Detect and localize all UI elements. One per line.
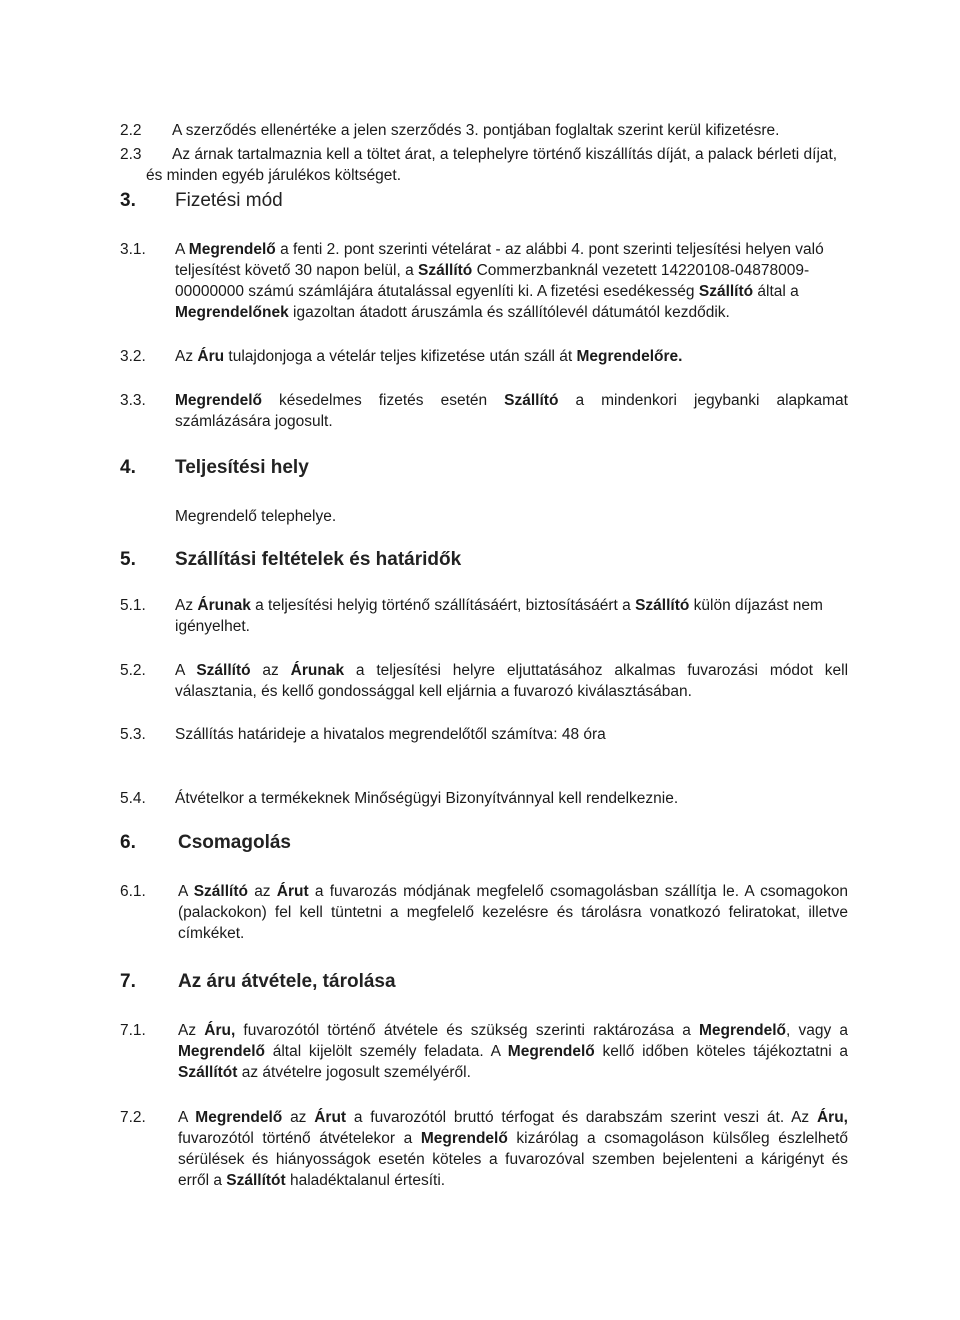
paragraph-line <box>178 1107 848 1128</box>
text-run: a teljesítési helyre eljuttatásához alkalmas fuvarozási módot kell <box>344 662 849 679</box>
section-heading: Fizetési mód <box>175 190 283 211</box>
text-run: 00000000 számú számlájára átutalással egyenlíti ki. A fizetési esedékesség <box>175 283 699 300</box>
paragraph: A szerződés ellenértéke a jelen szerződés 3. pontjában foglaltak szerint kerül kifizetésre. <box>172 122 780 139</box>
bold-term: Szállítót <box>226 1172 286 1189</box>
section-number: 3.1. <box>120 241 146 258</box>
paragraph-line <box>178 1170 848 1191</box>
text-run: kellő időben köteles tájékoztatni a <box>594 1043 848 1060</box>
bold-term: Szállítót <box>178 1064 238 1081</box>
paragraph <box>172 144 845 165</box>
heading-number: 4. <box>120 457 136 478</box>
text-run: kizárólag a csomagoláson külsőleg észlelhető <box>507 1130 848 1147</box>
text-run: fuvarozótól történő átvételekor a <box>178 1130 421 1147</box>
bold-term: Áru, <box>204 1022 236 1039</box>
text-run: , vagy a <box>786 1022 848 1039</box>
text-run: fuvarozótól történő átvétele és szükség szerinti raktározása a <box>235 1022 700 1039</box>
heading-number: 7. <box>120 971 136 992</box>
bold-term: Árunak <box>290 662 345 679</box>
paragraph-line <box>178 1041 848 1062</box>
text-run: a fuvarozás módjának megfelelő csomagolásban szállítja le. A csomagokon <box>308 883 848 900</box>
bold-term: Áru <box>197 348 225 365</box>
bold-term: Megrendelő <box>420 1130 508 1147</box>
section-number: 5.1. <box>120 597 146 614</box>
bold-term: Szállító <box>698 283 754 300</box>
bold-term: Szállító <box>193 883 248 900</box>
bold-term: Szállító <box>635 597 690 614</box>
bold-term: Szállító <box>418 262 473 279</box>
paragraph-line <box>178 1020 848 1041</box>
bold-term: Árut <box>314 1109 347 1126</box>
section-number: 7.2. <box>120 1109 146 1126</box>
text-run: a mindenkori jegybanki alapkamat <box>558 392 848 409</box>
text-run: az átvételre jogosult személyéről. <box>237 1064 471 1081</box>
bold-term: Megrendelő <box>699 1022 786 1039</box>
paragraph-line <box>175 302 848 323</box>
text-run: erről a <box>178 1172 227 1189</box>
paragraph <box>146 165 848 186</box>
section-number: 3.3. <box>120 392 146 409</box>
paragraph: Megrendelő telephelye. <box>175 508 337 525</box>
paragraph-line: és minden egyéb járulékos költséget. <box>146 167 402 184</box>
paragraph-line <box>175 595 848 616</box>
paragraph-line: (palackokon) fel kell tüntetni a megfelelő kezelésre és tárolásra vonatkozó feliratokat, illetve <box>178 904 848 921</box>
text-run: Az <box>178 1022 205 1039</box>
heading-number: 6. <box>120 832 136 853</box>
text-run: igazoltan átadott áruszámla és szállítólevél dátumától kezdődik. <box>288 304 730 321</box>
text-run: A <box>175 241 189 258</box>
text-run: az <box>282 1109 315 1126</box>
section-number: 5.3. <box>120 726 146 743</box>
bold-term: Megrendelő <box>507 1043 595 1060</box>
paragraph: Átvételkor a termékeknek Minőségügyi Bizonyítvánnyal kell rendelkeznie. <box>175 790 679 807</box>
text-run: az <box>247 883 277 900</box>
text-run: Commerzbanknál vezetett 14220108-04878009- <box>472 262 810 279</box>
paragraph <box>175 346 848 367</box>
text-run: Az <box>175 597 198 614</box>
text-run: által kijelölt személy feladata. A <box>264 1043 508 1060</box>
text-run: A <box>178 883 194 900</box>
text-run: a fuvarozótól bruttó térfogat és darabszám szerint veszi át. Az <box>346 1109 817 1126</box>
text-run: tulajdonjoga a vételár teljes kifizetése után száll át <box>224 348 577 365</box>
bold-term: Megrendelőnek <box>175 304 289 321</box>
text-run: az <box>250 662 291 679</box>
paragraph <box>175 660 848 702</box>
bold-term: Megrendelő <box>195 1109 283 1126</box>
text-run: A <box>178 1109 196 1126</box>
text-run: külön díjazást nem <box>689 597 823 614</box>
bold-term: Áru, <box>816 1109 848 1126</box>
paragraph <box>178 1020 848 1083</box>
paragraph-line <box>178 1128 848 1149</box>
bold-term: Megrendelőre. <box>576 348 683 365</box>
paragraph-line <box>175 390 848 411</box>
paragraph <box>178 1107 848 1191</box>
section-number: 3.2. <box>120 348 146 365</box>
text-run: teljesítést követő 30 napon belül, a <box>175 262 418 279</box>
bold-term: Megrendelő <box>175 392 262 409</box>
bold-term: Szállító <box>196 662 251 679</box>
text-run: Az <box>175 348 198 365</box>
paragraph-line <box>178 881 848 902</box>
bold-term: Árunak <box>197 597 251 614</box>
section-number-text: 2.3 <box>120 146 142 163</box>
heading-number: 3. <box>120 190 136 211</box>
bold-term: Szállító <box>504 392 559 409</box>
paragraph <box>175 239 848 323</box>
section-heading: Csomagolás <box>178 832 291 853</box>
paragraph-line <box>175 260 848 281</box>
text-run: késedelmes fizetés esetén <box>261 392 505 409</box>
paragraph-line: igényelhet. <box>175 618 250 635</box>
section-number <box>120 144 170 165</box>
section-number: 5.4. <box>120 790 146 807</box>
section-number: 5.2. <box>120 662 146 679</box>
paragraph <box>175 390 848 432</box>
bold-term: Megrendelő <box>188 241 276 258</box>
section-heading: Az áru átvétele, tárolása <box>178 971 396 992</box>
text-run: A <box>175 662 197 679</box>
bold-term: Megrendelő <box>178 1043 265 1060</box>
paragraph-line: számlázására jogosult. <box>175 413 333 430</box>
paragraph-line: Az árnak tartalmaznia kell a töltet árat, a telephelyre történő kiszállítás díját, a palack bérleti díjat, <box>172 146 838 163</box>
text-run: a teljesítési helyig történő szállításáért, biztosításáért a <box>250 597 636 614</box>
section-number: 2.2 <box>120 122 142 139</box>
paragraph-line <box>175 660 848 681</box>
paragraph-line: sérülések és hiányosságok esetén köteles a fuvarozóval szemben bejelenteni a kárigényt és <box>178 1151 848 1168</box>
paragraph <box>178 881 848 944</box>
section-number: 7.1. <box>120 1022 146 1039</box>
paragraph-line <box>175 281 848 302</box>
text-run: által a <box>753 283 799 300</box>
bold-term: Árut <box>276 883 309 900</box>
text-run: a fenti 2. pont szerinti vételárat - az alábbi 4. pont szerinti teljesítési helyen való <box>275 241 824 258</box>
paragraph <box>175 595 848 637</box>
paragraph-line <box>175 239 848 260</box>
paragraph-line <box>178 1062 848 1083</box>
paragraph: Szállítás határideje a hivatalos megrendelőtől számítva: 48 óra <box>175 726 606 743</box>
section-heading: Szállítási feltételek és határidők <box>175 549 462 570</box>
text-run: haladéktalanul értesíti. <box>285 1172 446 1189</box>
heading-number: 5. <box>120 549 136 570</box>
paragraph-line: címkéket. <box>178 925 245 942</box>
section-number: 6.1. <box>120 883 146 900</box>
paragraph-line: választania, és kellő gondossággal kell eljárnia a fuvarozó kiválasztásában. <box>175 683 692 700</box>
section-heading: Teljesítési hely <box>175 457 309 478</box>
